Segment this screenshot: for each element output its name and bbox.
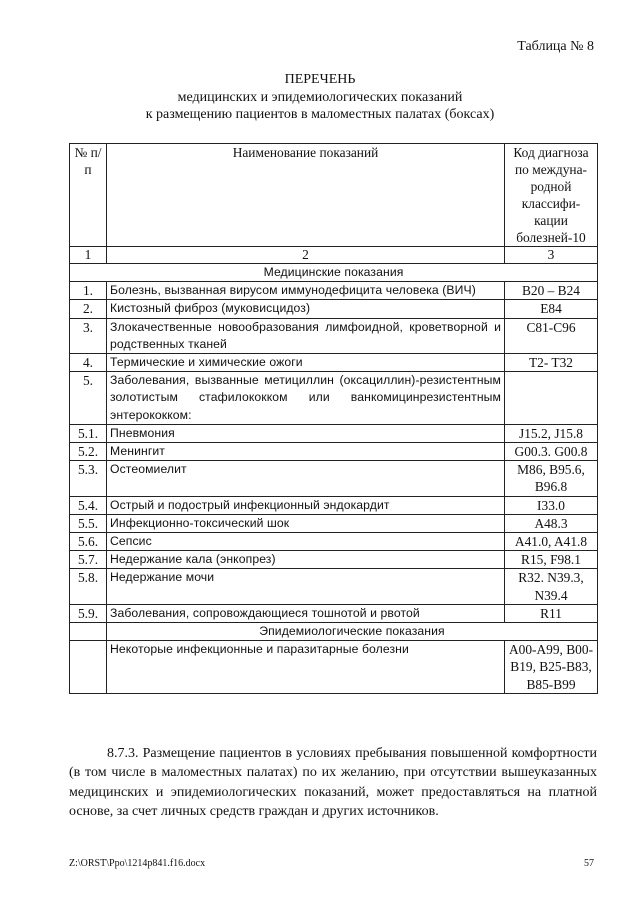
section-epidemiological-row [70, 623, 598, 641]
row-number: 5.6. [70, 533, 107, 551]
row-number: 5.7. [70, 551, 107, 569]
row-code [505, 372, 598, 425]
paragraph-number: 8.7.3. [107, 746, 139, 761]
row-number: 4. [70, 354, 107, 372]
table-row [70, 318, 598, 353]
row-code: C81-C96 [505, 318, 598, 353]
column-number: 3 [505, 247, 598, 264]
row-code: R11 [505, 604, 598, 622]
heading-title: ПЕРЕЧЕНЬ [284, 72, 356, 87]
footer-page-number: 57 [584, 858, 594, 869]
row-name: Некоторые инфекционные и паразитарные болезни [107, 641, 505, 694]
section-medical: Медицинские показания [70, 264, 598, 282]
row-code: A41.0, A41.8 [505, 533, 598, 551]
row-code: J15.2, J15.8 [505, 424, 598, 442]
header-indication-name: Наименование показаний [107, 144, 505, 247]
section-medical-row [70, 264, 598, 282]
indications-table [69, 143, 598, 694]
row-code: I33.0 [505, 496, 598, 514]
table-row [70, 354, 598, 372]
row-name: Сепсис [107, 533, 505, 551]
row-code: M86, B95.6, B96.8 [505, 461, 598, 496]
row-name: Менингит [107, 443, 505, 461]
row-name: Острый и подострый инфекционный эндокардит [107, 496, 505, 514]
row-number: 5.4. [70, 496, 107, 514]
row-number: 5.1. [70, 424, 107, 442]
table-row [70, 551, 598, 569]
header-number: № п/п [70, 144, 107, 247]
table-row [70, 569, 598, 604]
table-row [70, 514, 598, 532]
section-epi-number-cell [70, 623, 107, 641]
row-code: R15, F98.1 [505, 551, 598, 569]
row-number: 5. [70, 372, 107, 425]
table-row [70, 604, 598, 622]
row-code: G00.3. G00.8 [505, 443, 598, 461]
row-name: Заболевания, сопровождающиеся тошнотой и рвотой [107, 604, 505, 622]
section-epidemiological: Эпидемиологические показания [107, 623, 598, 641]
column-numbers-row [70, 247, 598, 264]
row-number [70, 641, 107, 694]
row-name: Кистозный фиброз (муковисцидоз) [107, 300, 505, 318]
table-header-row [70, 144, 598, 247]
table-row [70, 533, 598, 551]
row-code: B20 – B24 [505, 282, 598, 300]
table-row [70, 424, 598, 442]
row-number: 5.5. [70, 514, 107, 532]
row-name: Заболевания, вызванные метициллин (оксациллин)-резистентным золотистым стафилококком или ванкомицинрезистентным энтерококком: [107, 372, 505, 425]
paragraph-text: Размещение пациентов в условиях пребывания повышенной комфортности (в том числе в маломестных палатах) по их желанию, при отсутствии вышеуказанных медицинских и эпидемиологических показаний, может предоставляться на платной основе, за счет личных средств граждан и других источников. [69, 746, 597, 819]
row-name: Недержание мочи [107, 569, 505, 604]
row-code: T2- T32 [505, 354, 598, 372]
table-row [70, 372, 598, 425]
row-number: 2. [70, 300, 107, 318]
table-row [70, 443, 598, 461]
table-row [70, 461, 598, 496]
row-name: Остеомиелит [107, 461, 505, 496]
row-name: Инфекционно-токсический шок [107, 514, 505, 532]
column-number: 2 [107, 247, 505, 264]
paragraph-8-7-3 [69, 744, 597, 821]
footer-file-path: Z:\ORST\Ppo\1214p841.f16.docx [69, 858, 206, 869]
table-row [70, 282, 598, 300]
table-row [70, 496, 598, 514]
row-code: R32. N39.3, N39.4 [505, 569, 598, 604]
column-number: 1 [70, 247, 107, 264]
row-number: 5.9. [70, 604, 107, 622]
document-heading [0, 71, 640, 124]
table-number: Таблица № 8 [517, 39, 594, 54]
row-number: 5.2. [70, 443, 107, 461]
row-number: 1. [70, 282, 107, 300]
row-number: 5.8. [70, 569, 107, 604]
row-name: Термические и химические ожоги [107, 354, 505, 372]
row-number: 3. [70, 318, 107, 353]
table-row [70, 300, 598, 318]
row-name: Пневмония [107, 424, 505, 442]
row-code: A00-A99, B00-B19, B25-B83, B85-B99 [505, 641, 598, 694]
row-number: 5.3. [70, 461, 107, 496]
heading-subtitle-1: медицинских и эпидемиологических показаний [177, 89, 463, 105]
row-name: Болезнь, вызванная вирусом иммунодефицита человека (ВИЧ) [107, 282, 505, 300]
table-row [70, 641, 598, 694]
heading-subtitle-2: к размещению пациентов в маломестных палатах (боксах) [145, 107, 495, 122]
row-name: Недержание кала (энкопрез) [107, 551, 505, 569]
row-code: A48.3 [505, 514, 598, 532]
row-code: E84 [505, 300, 598, 318]
header-icd-code: Код диагноза по междуна-родной классифи-кации болезней-10 [505, 144, 598, 247]
row-name: Злокачественные новообразования лимфоидной, кроветворной и родственных тканей [107, 318, 505, 353]
